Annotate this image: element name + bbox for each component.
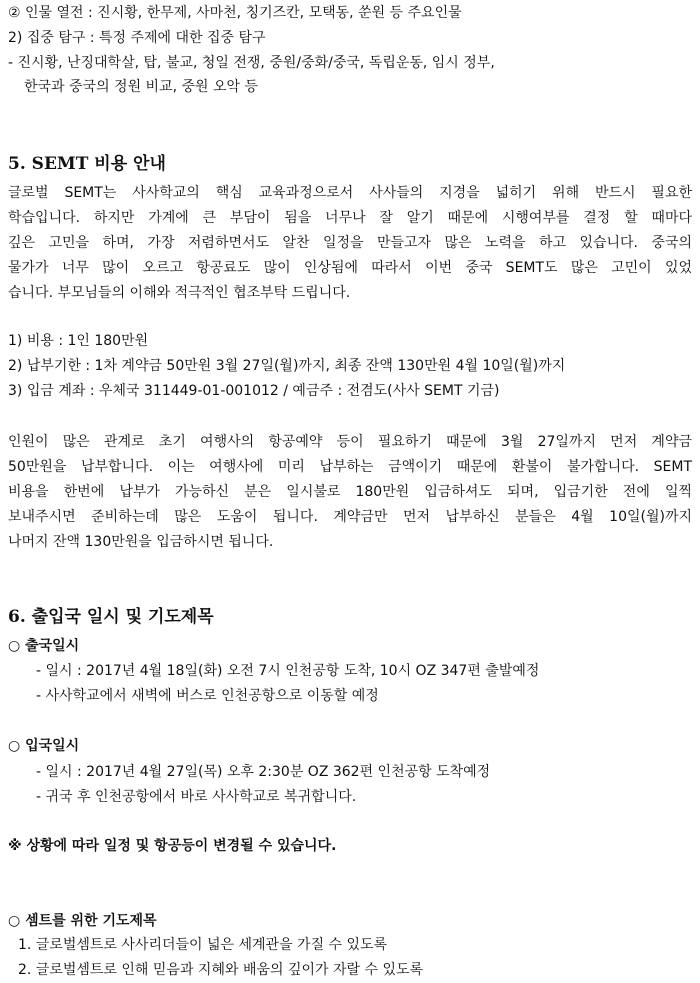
cost-paragraph-line: 습니다. 부모님들의 이해와 적극적인 협조부탁 드립니다. — [8, 285, 351, 301]
refund-paragraph-line: 보내주시면 준비하는데 많은 도움이 됩니다. 계약금만 먼저 납부하신 분들은 4월 10일(월)까지 — [8, 509, 692, 525]
refund-paragraph-line: 비용을 한번에 납부가 가능하신 분은 일시불로 180만원 입금하셔도 되며, 입금기한 전에 일찍 — [8, 484, 692, 500]
travel-heading: 6. 출입국 일시 및 기도제목 — [8, 607, 214, 627]
cost-heading: 5. SEMT 비용 안내 — [8, 154, 166, 174]
refund-paragraph-line: 50만원을 납부합니다. 이는 여행사에 미리 납부하는 금액이기 때문에 환불이 불가합니다. SEMT — [8, 459, 692, 475]
schedule-notice: ※ 상황에 따라 일정 및 항공등이 변경될 수 있습니다. — [8, 838, 337, 854]
refund-paragraph-line: 인원이 많은 관계로 초기 여행사의 항공예약 등이 필요하기 때문에 3월 27일까지 먼저 계약금 — [8, 434, 692, 450]
refund-paragraph-line: 나머지 잔액 130만원을 입금하시면 됩니다. — [8, 534, 274, 550]
deadline-line: 2) 납부기한 : 1차 계약금 50만원 3월 27일(월)까지, 최종 잔액 130만원 4월 10일(월)까지 — [8, 358, 566, 374]
departure-title: ○ 출국일시 — [8, 638, 80, 654]
arrival-detail: - 귀국 후 인천공항에서 바로 사사학교로 복귀합니다. — [36, 789, 357, 805]
prayer-item: 2. 글로벌셈트로 인해 믿음과 지혜와 배움의 깊이가 자랄 수 있도록 — [18, 962, 424, 978]
topics-line-continued: 한국과 중국의 정원 비교, 중원 오악 등 — [24, 79, 259, 95]
cost-paragraph-line: 학습입니다. 하지만 가계에 큰 부담이 됨을 너무나 잘 알기 때문에 시행여부를 결정 할 때마다 — [8, 210, 692, 226]
prayer-title: ○ 셈트를 위한 기도제목 — [8, 913, 157, 929]
cost-paragraph-line: 깊은 고민을 하며, 가장 저렴하면서도 알찬 일정을 만들고자 많은 노력을 하고 있습니다. 중국의 — [8, 235, 692, 251]
topics-line: - 진시황, 난징대학살, 탑, 불교, 청일 전쟁, 중원/중화/중국, 독립운동, 임시 정부, — [8, 55, 495, 71]
prayer-item: 1. 글로벌셈트로 사사리더들이 넓은 세계관을 가질 수 있도록 — [18, 937, 388, 953]
arrival-detail: - 일시 : 2017년 4월 27일(목) 오후 2:30분 OZ 362편 인천공항 도착예정 — [36, 764, 491, 780]
people-line: ② 인물 열전 : 진시황, 한무제, 사마천, 칭기즈칸, 모택동, 쑨원 등 주요인물 — [8, 5, 462, 21]
focus-line: 2) 집중 탐구 : 특정 주제에 대한 집중 탐구 — [8, 30, 266, 46]
arrival-title: ○ 입국일시 — [8, 738, 80, 754]
departure-detail: - 사사학교에서 새벽에 버스로 인천공항으로 이동할 예정 — [36, 688, 379, 704]
departure-detail: - 일시 : 2017년 4월 18일(화) 오전 7시 인천공항 도착, 10시 OZ 347편 출발예정 — [36, 663, 540, 679]
account-line: 3) 입금 계좌 : 우체국 311449-01-001012 / 예금주 : 전겸도(사사 SEMT 기금) — [8, 383, 500, 399]
cost-paragraph-line: 글로벌 SEMT는 사사학교의 핵심 교육과정으로서 사사들의 지경을 넓히기 위해 반드시 필요한 — [8, 185, 692, 201]
cost-line: 1) 비용 : 1인 180만원 — [8, 333, 149, 349]
cost-paragraph-line: 물가가 너무 많이 오르고 항공료도 많이 인상됨에 따라서 이번 중국 SEMT도 많은 고민이 있었 — [8, 260, 692, 276]
